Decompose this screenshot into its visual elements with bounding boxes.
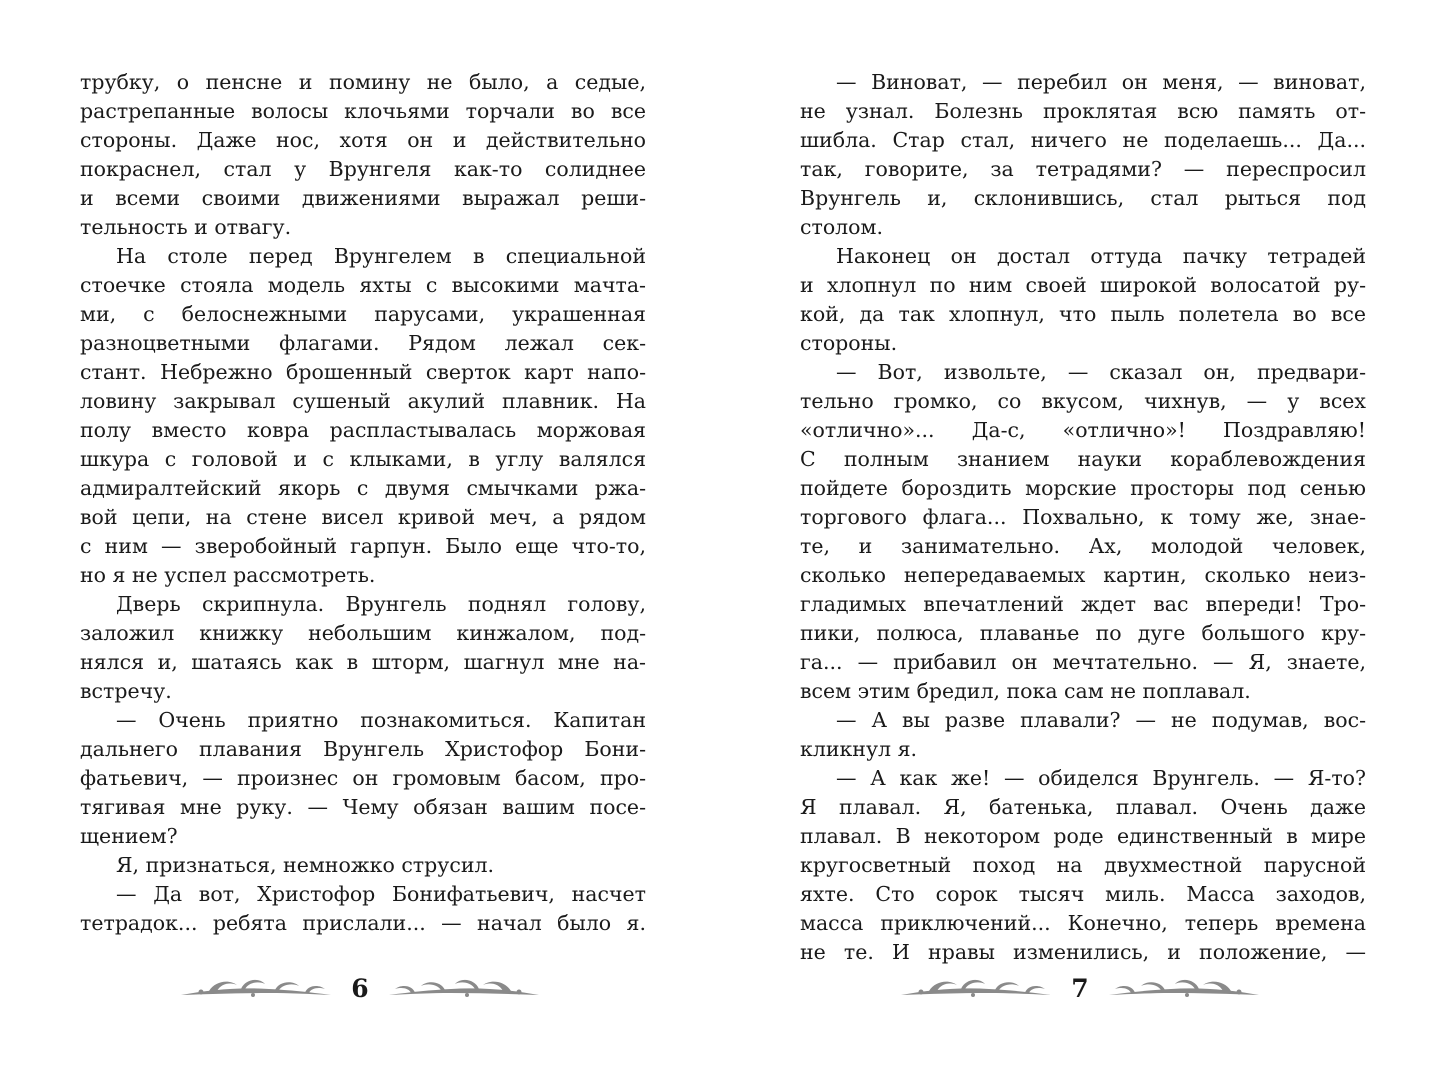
text-line: масса приключений... Конечно, теперь времена: [800, 911, 1366, 935]
text-line: щением?: [80, 824, 178, 848]
flourish-ornament-icon: [1106, 975, 1261, 1001]
text-line: га... — прибавил он мечтательно. — Я, знаете,: [800, 650, 1366, 674]
text-line: пойдете бороздить морские просторы под сенью: [800, 476, 1366, 500]
left-page-footer: [180, 968, 540, 1008]
text-line: кругосветный поход на двухместной парусной: [800, 853, 1366, 877]
text-line: торгового флага... Похвально, к тому же, знае-: [800, 505, 1366, 529]
text-line: с ним — зверобойный гарпун. Было еще что-то,: [80, 534, 646, 558]
text-line: не узнал. Болезнь проклятая всю память от-: [800, 99, 1366, 123]
text-line: дальнего плавания Врунгель Христофор Бони-: [80, 737, 646, 761]
text-line: — Да вот, Христофор Бонифатьевич, насчет: [116, 882, 646, 906]
text-line: стоечке стояла модель яхты с высокими мачта-: [80, 273, 646, 297]
text-line: — А вы разве плавали? — не подумав, вос-: [836, 708, 1366, 732]
text-line: яхте. Сто сорок тысяч миль. Масса заходов,: [800, 882, 1366, 906]
text-line: адмиралтейский якорь с двумя смычками ржа-: [80, 476, 646, 500]
text-line: — Виноват, — перебил он меня, — виноват,: [836, 70, 1366, 94]
page-number: 6: [351, 973, 369, 1003]
text-line: кой, да так хлопнул, что пыль полетела во все: [800, 302, 1366, 326]
text-line: нялся и, шатаясь как в шторм, шагнул мне на-: [80, 650, 646, 674]
text-line: стороны. Даже нос, хотя он и действительно: [80, 128, 646, 152]
text-line: Дверь скрипнула. Врунгель поднял голову,: [116, 592, 646, 616]
text-line: так, говорите, за тетрадями? — переспросил: [800, 157, 1366, 181]
text-line: тельность и отвагу.: [80, 215, 292, 239]
text-line: гладимых впечатлений ждет вас впереди! Тро-: [800, 592, 1366, 616]
text-line: На столе перед Врунгелем в специальной: [116, 244, 646, 268]
left-page-text: [80, 68, 646, 938]
text-line: тетрадок... ребята прислали... — начал было я.: [80, 911, 646, 935]
text-line: и хлопнул по ним своей широкой волосатой ру-: [800, 273, 1366, 297]
text-line: ловину закрывал сушеный акулий плавник. На: [80, 389, 646, 413]
text-line: — Очень приятно познакомиться. Капитан: [116, 708, 646, 732]
text-line: сколько непередаваемых картин, сколько неиз-: [800, 563, 1366, 587]
text-line: встречу.: [80, 679, 172, 703]
text-line: стороны.: [800, 331, 898, 355]
text-line: ми, с белоснежными парусами, украшенная: [80, 302, 646, 326]
text-line: фатьевич, — произнес он громовым басом, про-: [80, 766, 646, 790]
right-page-footer: [900, 968, 1260, 1008]
flourish-ornament-icon: [899, 975, 1054, 1001]
flourish-ornament-icon: [386, 975, 541, 1001]
text-line: разноцветными флагами. Рядом лежал сек-: [80, 331, 646, 355]
text-line: и всеми своими движениями выражал реши-: [80, 186, 646, 210]
text-line: всем этим бредил, пока сам не поплавал.: [800, 679, 1251, 703]
text-line: столом.: [800, 215, 883, 239]
text-line: тельно громко, со вкусом, чихнув, — у всех: [800, 389, 1366, 413]
text-line: стант. Небрежно брошенный сверток карт напо-: [80, 360, 646, 384]
text-line: кликнул я.: [800, 737, 918, 761]
text-line: растрепанные волосы клочьями торчали во все: [80, 99, 646, 123]
text-line: заложил книжку небольшим кинжалом, под-: [80, 621, 646, 645]
text-line: С полным знанием науки кораблевождения: [800, 447, 1366, 471]
text-line: Я плавал. Я, батенька, плавал. Очень даже: [800, 795, 1366, 819]
text-line: трубку, о пенсне и помину не было, а седые,: [80, 70, 646, 94]
text-line: те, и занимательно. Ах, молодой человек,: [800, 534, 1366, 558]
text-line: — Вот, извольте, — сказал он, предвари-: [836, 360, 1366, 384]
flourish-ornament-icon: [179, 975, 334, 1001]
text-line: не те. И нравы изменились, и положение, —: [800, 940, 1366, 964]
text-line: — А как же! — обиделся Врунгель. — Я-то?: [836, 766, 1366, 790]
text-line: шибла. Стар стал, ничего не поделаешь... Да...: [800, 128, 1366, 152]
text-line: Я, признаться, немножко струсил.: [116, 853, 495, 877]
text-line: Врунгель и, склонившись, стал рыться под: [800, 186, 1366, 210]
text-line: шкура с головой и с клыками, в углу валялся: [80, 447, 646, 471]
text-line: плавал. В некотором роде единственный в мире: [800, 824, 1366, 848]
text-line: полу вместо ковра распластывалась моржовая: [80, 418, 646, 442]
text-line: «отлично»... Да-с, «отлично»! Поздравляю!: [800, 418, 1366, 442]
text-line: пики, полюса, плаванье по дуге большого кру-: [800, 621, 1366, 645]
text-line: но я не успел рассмотреть.: [80, 563, 376, 587]
text-line: вой цепи, на стене висел кривой меч, а рядом: [80, 505, 646, 529]
text-line: покраснел, стал у Врунгеля как-то солиднее: [80, 157, 646, 181]
text-line: Наконец он достал оттуда пачку тетрадей: [836, 244, 1366, 268]
page-number: 7: [1071, 973, 1089, 1003]
right-page-text: [800, 68, 1366, 967]
text-line: тягивая мне руку. — Чему обязан вашим посе-: [80, 795, 646, 819]
